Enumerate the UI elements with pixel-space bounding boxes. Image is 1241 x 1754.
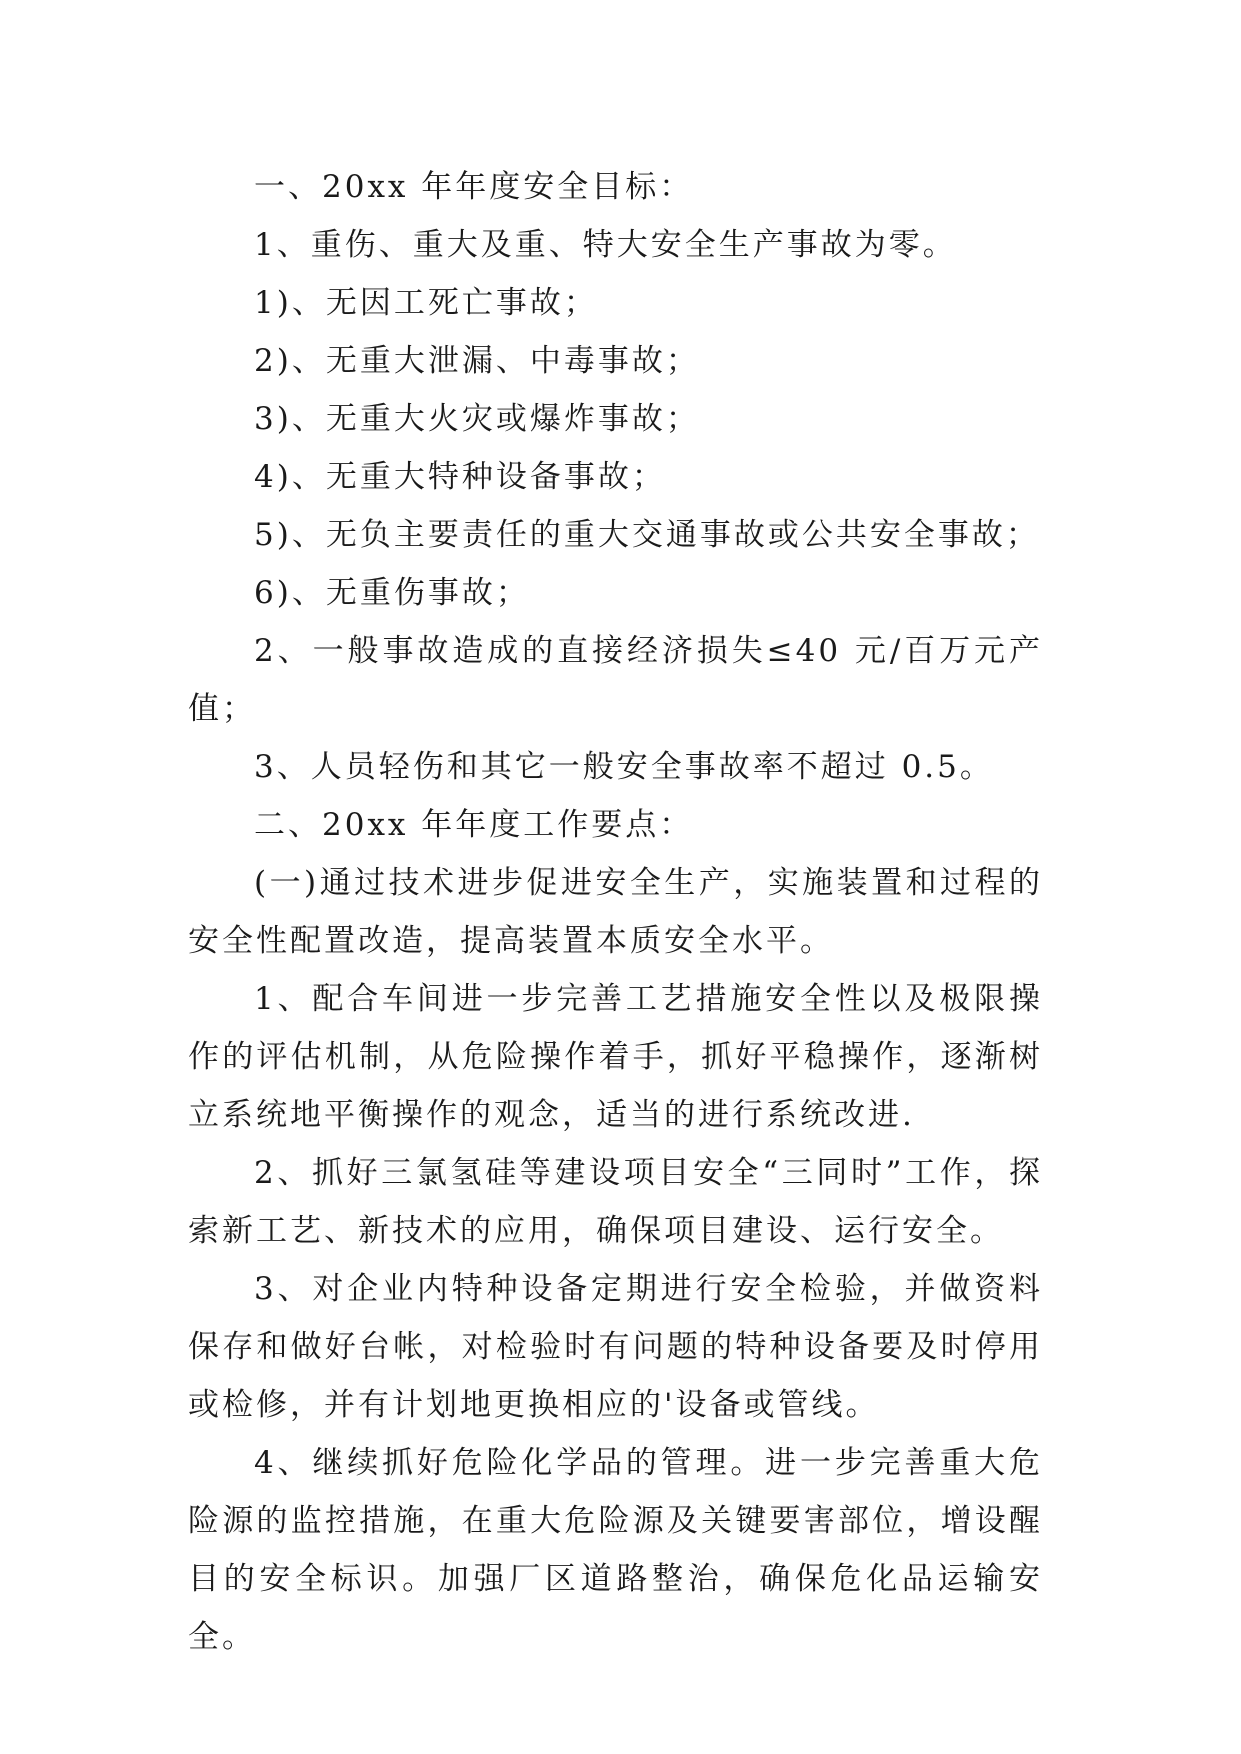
- list-item: 2)、无重大泄漏、中毒事故；: [254, 343, 700, 379]
- paragraph: 4、继续抓好危险化学品的管理。进一步完善重大危险源的监控措施，在重大危险源及关键要害部位，增设醒目的安全标识。加强厂区道路整治，确保危化品运输安全。: [188, 1445, 1043, 1655]
- section-heading-1: 一、20xx 年年度安全目标：: [254, 169, 694, 205]
- section-heading-2: 二、20xx 年年度工作要点：: [254, 807, 694, 843]
- paragraph: 2、一般事故造成的直接经济损失≤40 元/百万元产值；: [188, 633, 1043, 727]
- paragraph: 3、对企业内特种设备定期进行安全检验，并做资料保存和做好台帐，对检验时有问题的特种设备要及时停用或检修，并有计划地更换相应的'设备或管线。: [188, 1271, 1043, 1423]
- paragraph: 3、人员轻伤和其它一般安全事故率不超过 0.5。: [254, 749, 994, 785]
- paragraph: 2、抓好三氯氢硅等建设项目安全“三同时”工作，探索新工艺、新技术的应用，确保项目建设、运行安全。: [188, 1155, 1043, 1249]
- paragraph: 1、配合车间进一步完善工艺措施安全性以及极限操作的评估机制，从危险操作着手，抓好平稳操作，逐渐树立系统地平衡操作的观念，适当的进行系统改进.: [188, 981, 1043, 1133]
- document-body: [188, 158, 1043, 1666]
- list-item: 1)、无因工死亡事故；: [254, 285, 598, 321]
- paragraph: (一)通过技术进步促进安全生产，实施装置和过程的安全性配置改造，提高装置本质安全水平。: [188, 865, 1043, 959]
- list-item: 5)、无负主要责任的重大交通事故或公共安全事故；: [254, 517, 1040, 553]
- list-item: 6)、无重伤事故；: [254, 575, 530, 611]
- list-item: 3)、无重大火灾或爆炸事故；: [254, 401, 700, 437]
- list-item: 4)、无重大特种设备事故；: [254, 459, 666, 495]
- paragraph: 1、重伤、重大及重、特大安全生产事故为零。: [254, 227, 957, 263]
